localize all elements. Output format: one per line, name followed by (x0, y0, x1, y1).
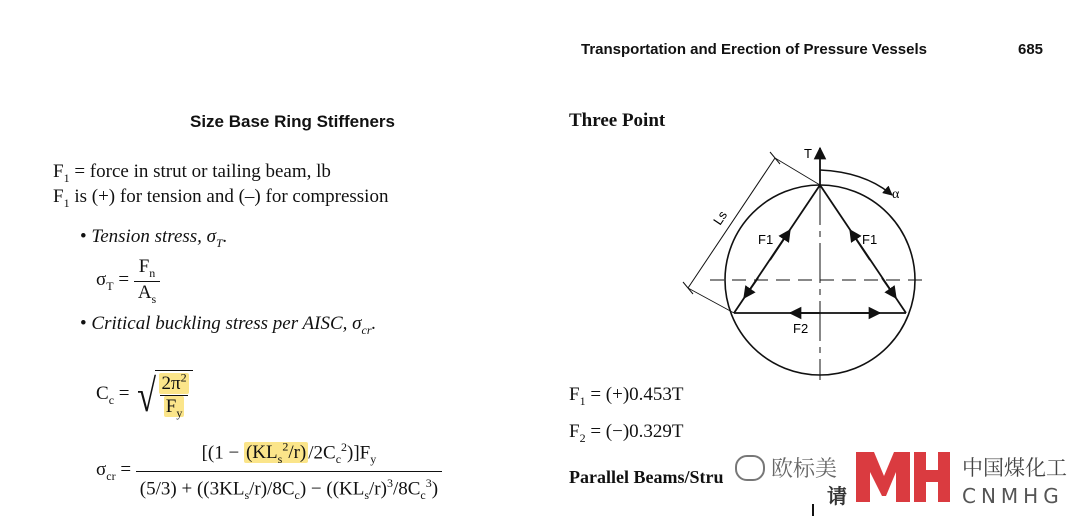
watermark-source-text: 欧标美 (771, 457, 838, 482)
watermark-source (735, 452, 837, 483)
bullet-tension-subscript: T (216, 235, 223, 250)
cursor-mark (812, 504, 814, 516)
section-title: Size Base Ring Stiffeners (190, 112, 396, 131)
label-f1-right: F1 (862, 232, 878, 247)
label-f1-left: F1 (758, 232, 774, 247)
logo-latin-text: CNMHG (962, 484, 1064, 508)
result-f2: $F_2 = (-)0.329T$ (569, 421, 684, 445)
three-point-diagram (670, 140, 960, 390)
f1-right-arrow-down (882, 278, 896, 298)
tension-fraction: $\frac{F_n}{A_s}$ (134, 256, 160, 307)
force-definition: $F_1$ = force in strut or tailing beam, lb (53, 161, 331, 185)
running-title: Transportation and Erection of Pressure Vessels (581, 41, 927, 58)
page-number: 685 (1018, 41, 1044, 58)
parallel-beams-title: Parallel Beams/Stru (569, 467, 724, 487)
cnmhg-logo-mark (852, 446, 952, 506)
bullet-buckling: • Critical buckling stress per AISC, $\sigma_{cr}$. (80, 313, 377, 337)
label-alpha: α (892, 187, 900, 202)
sigma-cr-equation: $\sigma_{cr}$ = $\frac{[(1 - (KL_s^2/r) /2C_c^2)]F_y}{(5/3) + ((3KL_s/r)/8C_c) - ((KL_s/r)^3/8C_c^3)}$ (96, 440, 442, 503)
wechat-icon (735, 455, 765, 481)
bullet-tension-text: Tension stress, σ (91, 226, 217, 247)
f1-left-arrow-down (744, 278, 758, 298)
sigma-cr-fraction: $\frac{[(1 - (KL_s^2/r) /2C_c^2)]F_y}{(5/3) + ((3KL_s/r)/8C_c) - ((KL_s/r)^3/8C_c^3)}$ (136, 440, 442, 503)
cnmhg-logo (852, 446, 952, 506)
sign-convention-text: is (+) for tension and (–) for compression (74, 186, 389, 207)
bullet-tension: • Tension stress, $\sigma_T$. (80, 226, 228, 250)
ls-dimension-line (688, 158, 775, 288)
tension-equation: $\sigma_T$ = $\frac{F_n}{A_s}$ (96, 256, 160, 307)
label-f2: F2 (793, 321, 809, 336)
ls-extension-top (775, 158, 820, 185)
sign-convention: $F_1$ is (+) for tension and (–) for compression (53, 186, 389, 210)
label-t: T (804, 146, 812, 161)
result-f1: $F_1 = (+)0.453T$ (569, 384, 684, 408)
force-definition-text: = force in strut or tailing beam, lb (74, 161, 331, 182)
logo-chinese-text: 中国煤化工 (962, 456, 1067, 480)
cc-equation: $C_c$ = √ $\frac{2\pi^2}{F_y}$ (96, 370, 193, 421)
watermark-extra: 请 (827, 484, 847, 508)
three-point-title: Three Point (569, 110, 666, 131)
result-f1-value: = (+)0.453T (590, 384, 684, 405)
result-f2-value: = (−)0.329T (590, 421, 684, 442)
cc-fraction: $\frac{2\pi^2}{F_y}$ (155, 370, 192, 421)
bullet-buckling-text: Critical buckling stress per AISC, σ (91, 313, 362, 334)
label-ls: Ls (710, 207, 731, 228)
bullet-buckling-subscript: cr (361, 322, 372, 337)
